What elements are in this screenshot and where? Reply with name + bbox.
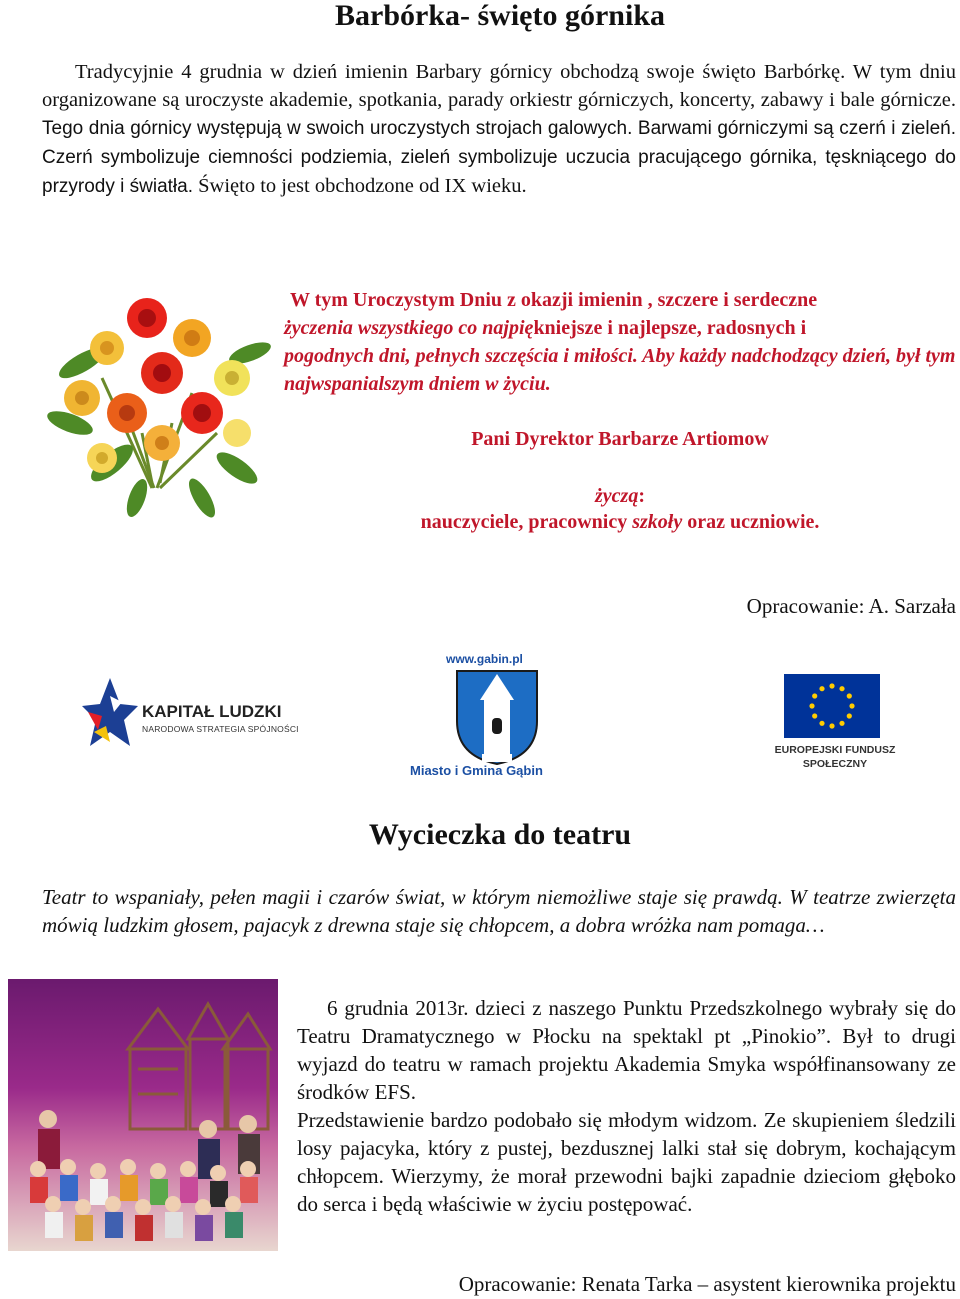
paragraph-part: Tego dnia górnicy występują w swoich uroczystych strojach galowych. Barwami górniczymi są czerń i zieleń. Czerń symbolizuje ciemności podziemia, zieleń symbolizuje uczucia pracującego górnika, tęskniącego do przyrody i światła. [42,118,956,197]
wish-line [284,314,956,342]
wish-from-colon: : [638,485,645,507]
senders-part: oraz uczniowie. [687,511,820,533]
efs-logo [770,674,900,774]
paragraph: 6 grudnia 2013r. dzieci z naszego Punktu Przedszkolnego wybrały się do Teatru Dramatycznego w Płocku na spektakl pt „Pinokio”. Był to drugi wyjazd do teatru w ramach projektu Akademia Smyka współfinansowany ze środków EFS. [297,996,956,1104]
theatre-stage-illustration [8,979,278,1251]
kapital-ludzki-emblem [80,676,140,752]
article-title-barborka: Barbórka- święto górnika [335,0,665,32]
gabin-logo [404,650,594,785]
author-credit-1: Opracowanie: A. Sarzała [746,594,956,618]
flower-bouquet-image [42,283,282,523]
eu-flag-icon [784,674,880,738]
kapital-ludzki-subtitle: NARODOWA STRATEGIA SPÓJNOŚCI [142,724,299,734]
gabin-url: www.gabin.pl [446,652,523,666]
article-body-teatr [297,994,956,1218]
paragraph-part: Tradycyjnie 4 grudnia w dzień imienin Barbary górnicy obchodzą swoje święto Barbórkę. W tym dniu organizowane są uroczyste akademie, spotkania, parady orkiestr górniczych, koncerty, zabawy i bale górnicze. [42,61,956,111]
wish-line-italic: życzenia wszystkiego co najpię [284,317,534,339]
wish-from-label: życzą [595,485,639,507]
paragraph: Przedstawienie bardzo podobało się młodym widzom. Ze skupieniem śledzili losy pajacyka, który z pustej, bezdusznej lalki stał się dobrym, kochającym chłopcem. Wierzymy, że morał przewodni bajki zapadnie dzieciom głęboko do serca i będą właściwie w życiu postępować. [297,1108,956,1216]
wish-recipient: Pani Dyrektor Barbarze Artiomow [471,428,769,450]
paragraph-part: Święto to jest obchodzone od IX wieku. [198,175,527,197]
wish-line-italic: pogodnych dni, pełnych szczęścia i miłości. Aby każdy nadchodzący dzień, był tym najwspanialszym dniem w życiu. [284,345,956,395]
senders-part: nauczyciele, pracownicy [420,511,628,533]
gabin-coat-of-arms [452,666,542,766]
wish-senders [284,509,956,535]
theatre-group-photo [8,979,278,1251]
efs-line-2: SPOŁECZNY [802,758,868,770]
senders-part: szkoły [632,511,683,533]
birthday-wishes [284,286,956,398]
article-intro-teatr: Teatr to wspaniały, pełen magii i czarów świat, w którym niemożliwe staje się prawdą. W teatrze zwierzęta mówią ludzkim głosem, pajacyk z drewna staje się chłopcem, a dobra wróżka nam pomaga… [42,885,956,937]
gabin-name: Miasto i Gmina Gąbin [410,763,543,778]
wish-line: W tym Uroczystym Dniu z okazji imienin , szczere i serdeczne [290,289,818,311]
wish-line-normal: kniejsze i najlepsze, radosnych i [533,317,807,339]
efs-line-1: EUROPEJSKI FUNDUSZ [774,744,896,756]
wish-from-label-line [284,483,956,509]
article-body-barborka [42,58,956,201]
author-credit-2: Opracowanie: Renata Tarka – asystent kierownika projektu [458,1272,956,1296]
article-title-teatr: Wycieczka do teatru [368,818,632,851]
kapital-ludzki-title: KAPITAŁ LUDZKI [142,702,282,721]
kapital-ludzki-logo [80,676,320,756]
